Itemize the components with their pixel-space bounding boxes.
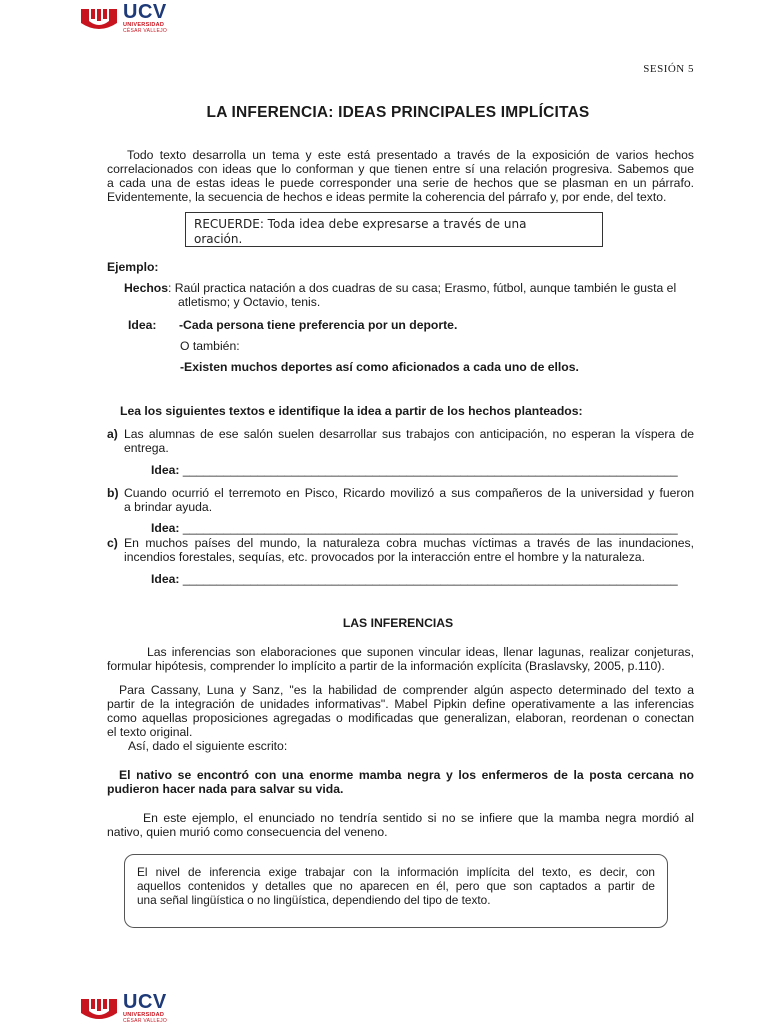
exercise-item-b <box>124 486 694 514</box>
section-heading: LAS INFERENCIAS <box>342 616 454 630</box>
intro-line: Todo texto desarrolla un tema y este está presentado a través de la exposición de varios hechos <box>127 148 694 162</box>
idea-answer-line-b[interactable] <box>151 521 678 535</box>
item-marker-c: c) <box>107 536 118 550</box>
logo-subtitle: UNIVERSIDAD <box>123 22 165 28</box>
example-idea-1: -Cada persona tiene preferencia por un deporte. <box>179 318 458 332</box>
box-line: una señal lingüística o no lingüística, dependiendo del tipo de texto. <box>137 893 491 907</box>
intro-line: Evidentemente, la secuencia de hechos e ideas permite la coherencia del párrafo y, por ende, del texto. <box>107 190 667 204</box>
hechos-text: : Raúl practica natación a dos cuadras de su casa; Erasmo, fútbol, aunque también le gusta el <box>168 281 677 295</box>
idea-label: Idea: <box>128 318 157 332</box>
recuerde-line: oración. <box>194 232 243 246</box>
recuerde-line: RECUERDE: Toda idea debe expresarse a través de una <box>194 217 527 231</box>
example-heading: Ejemplo: <box>107 260 159 274</box>
item-marker-a: a) <box>107 427 118 441</box>
example-idea-2: -Existen muchos deportes así como aficionados a cada uno de ellos. <box>180 360 579 374</box>
hechos-text-cont: atletismo; y Octavio, tenis. <box>178 295 321 309</box>
paragraph-line: como aquellas proposiciones agregadas o modificadas que generalizan, elaboran, reordenan o conectan <box>107 711 694 725</box>
idea-answer-line-c[interactable] <box>151 572 678 586</box>
box-line: aquellos contenidos y detalles que no aparecen en él, pero que son captados a partir de <box>137 879 655 893</box>
paragraph-line: Para Cassany, Luna y Sanz, "es la habilidad de comprender algún aspecto determinado del texto a <box>119 683 694 697</box>
exercise-instruction: Lea los siguientes textos e identifique la idea a partir de los hechos planteados: <box>120 404 583 418</box>
session-label: SESIÓN 5 <box>643 63 694 75</box>
idea-label: Idea: <box>151 521 180 535</box>
paragraph-line: Las inferencias son elaboraciones que suponen vincular ideas, llenar lagunas, realizar conjeturas, <box>147 645 694 659</box>
logo-subtitle-2: CÉSAR VALLEJO <box>123 1017 168 1024</box>
idea-label: Idea: <box>151 463 180 477</box>
paragraph-line: partir de la integración de unidades informativas". Mabel Pipkin define operativamente a las inferencias <box>107 697 694 711</box>
exercise-item-a <box>124 427 694 455</box>
logo-subtitle-2: CÉSAR VALLEJO <box>123 27 168 34</box>
ucv-logo-top <box>80 2 167 34</box>
paragraph-line: formular hipótesis, comprender lo implícito a partir de la información explícita (Braslavsky, 2005, p.110). <box>107 659 665 673</box>
logo-wordmark: UCV <box>123 991 167 1013</box>
intro-line: a cada una de estas ideas le puede corresponder una serie de hechos que se plasman en un párrafo. <box>107 176 694 190</box>
paragraph-line: pudieron hacer nada para salvar su vida. <box>107 782 344 796</box>
item-line: Las alumnas de ese salón suelen desarrollar sus trabajos con anticipación, no esperan la víspera de <box>124 427 694 441</box>
paragraph-line: nativo, quien murió como consecuencia del veneno. <box>107 825 388 839</box>
paragraph-line: El nativo se encontró con una enorme mamba negra y los enfermeros de la posta cercana no <box>119 768 694 782</box>
or-text: O también: <box>180 339 240 353</box>
example-hechos <box>124 281 694 309</box>
inferencias-paragraph-4 <box>107 811 694 839</box>
item-line: incendios forestales, sequías, etc. provocados por la interacción entre el hombre y la naturaleza. <box>124 550 645 564</box>
intro-paragraph <box>107 148 694 204</box>
item-line: a brindar ayuda. <box>124 500 213 514</box>
ucv-emblem-icon <box>80 997 118 1019</box>
inferencias-paragraph-3: Así, dado el siguiente escrito: <box>128 739 288 753</box>
page-title: LA INFERENCIA: IDEAS PRINCIPALES IMPLÍCITAS <box>206 104 590 121</box>
logo-wordmark: UCV <box>123 1 167 23</box>
item-line: entrega. <box>124 441 169 455</box>
item-line: Cuando ocurrió el terremoto en Pisco, Ricardo movilizó a sus compañeros de la universidad y fueron <box>124 486 694 500</box>
paragraph-line: En este ejemplo, el enunciado no tendría sentido si no se infiere que la mamba negra mordió al <box>143 811 694 825</box>
paragraph-line: el texto original. <box>107 725 193 739</box>
inferencias-paragraph-2 <box>107 683 694 739</box>
box-line: El nivel de inferencia exige trabajar con la información implícita del texto, es decir, con <box>137 865 655 879</box>
answer-blank[interactable]: _________________________________________________________________________ <box>182 521 678 535</box>
hechos-label: Hechos <box>124 281 169 295</box>
answer-blank[interactable]: _________________________________________________________________________ <box>182 572 678 586</box>
item-marker-b: b) <box>107 486 119 500</box>
inferencias-paragraph-1 <box>107 645 694 673</box>
ucv-logo-bottom <box>80 992 167 1024</box>
ucv-emblem-icon <box>80 7 118 29</box>
bold-example <box>107 768 694 796</box>
definition-box <box>124 854 668 928</box>
answer-blank[interactable]: _________________________________________________________________________ <box>182 463 678 477</box>
intro-line: correlacionados con ideas que lo conforman y que tienen entre sí una relación progresiva. Sabemos que <box>107 162 694 176</box>
item-line: En muchos países del mundo, la naturaleza cobra muchas víctimas a través de las inundaciones, <box>124 536 694 550</box>
idea-answer-line-a[interactable] <box>151 463 678 477</box>
idea-label: Idea: <box>151 572 180 586</box>
logo-subtitle: UNIVERSIDAD <box>123 1012 165 1018</box>
recuerde-box <box>185 212 603 247</box>
exercise-item-c <box>124 536 694 564</box>
